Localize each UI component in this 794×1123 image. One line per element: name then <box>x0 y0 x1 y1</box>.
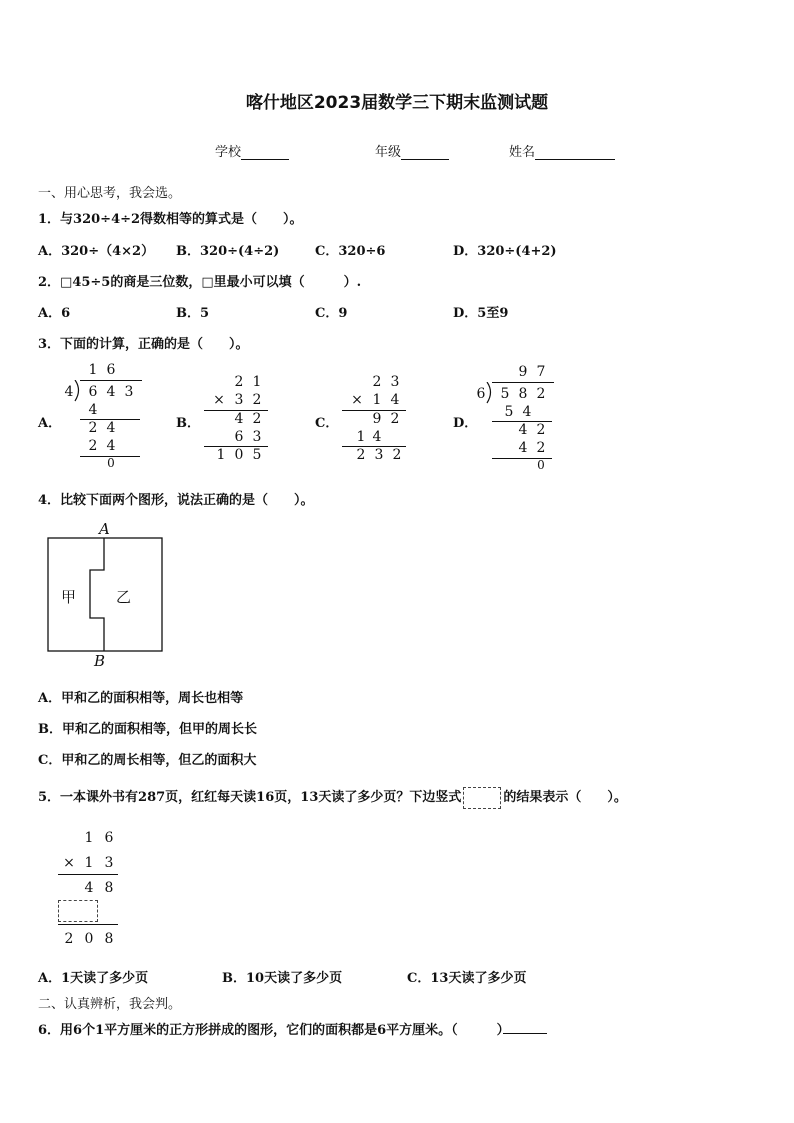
digit: 0 <box>537 458 545 472</box>
q4-option-a[interactable]: A．甲和乙的面积相等，周长也相等 <box>38 691 244 706</box>
digit: 1 <box>216 447 226 463</box>
digit: 4 <box>84 880 94 896</box>
q5-stem <box>38 786 627 809</box>
division-bar <box>492 382 554 383</box>
digit: 3 <box>374 447 384 463</box>
q3-a-long-division <box>66 362 146 472</box>
digit: 2 <box>234 374 244 390</box>
digit: 2 <box>372 374 382 390</box>
q2-option-c[interactable]: C．9 <box>315 306 348 321</box>
digit: 4 <box>522 404 532 420</box>
q5-option-a[interactable]: A．1天读了多少页 <box>38 971 149 986</box>
digit: 2 <box>88 438 98 454</box>
digit: 2 <box>252 392 262 408</box>
digit: 6 <box>476 386 486 402</box>
q2-option-a[interactable]: A．6 <box>38 306 71 321</box>
q4-stem: 4．比较下面两个图形，说法正确的是（ ）。 <box>38 493 314 508</box>
q3-d-long-division <box>478 364 558 474</box>
q4-label-yi: 乙 <box>116 588 132 606</box>
q4-label-jia: 甲 <box>61 588 77 606</box>
school-label: 学校 <box>215 145 242 160</box>
digit: 0 <box>107 456 115 470</box>
q3-option-a[interactable]: A． <box>38 416 62 431</box>
q6-answer-blank[interactable] <box>503 1033 547 1034</box>
page-title: 喀什地区2023届数学三下期末监测试题 <box>245 93 549 113</box>
digit: 7 <box>536 364 546 380</box>
digit: 2 <box>252 411 262 427</box>
digit: 1 <box>84 855 94 871</box>
digit: 3 <box>234 392 244 408</box>
q6-stem: 6．用6个1平方厘米的正方形拼成的图形，它们的面积都是6平方厘米。（ ） <box>38 1023 510 1038</box>
q4-figure <box>40 516 170 672</box>
q5-dashed-box <box>58 900 98 922</box>
q4-label-a: A <box>99 520 110 538</box>
q3-option-b[interactable]: B． <box>176 416 200 431</box>
q1-option-d[interactable]: D．320÷(4+2) <box>453 244 557 259</box>
q4-option-c[interactable]: C．甲和乙的周长相等，但乙的面积大 <box>38 753 257 768</box>
school-field <box>215 141 289 160</box>
name-label: 姓名 <box>509 145 536 160</box>
q5-multiplication <box>56 830 126 950</box>
q1-option-b[interactable]: B．320÷(4÷2) <box>176 244 280 259</box>
q4-option-b[interactable]: B．甲和乙的面积相等，但甲的周长长 <box>38 722 257 737</box>
q1-option-a[interactable]: A．320÷（4×2） <box>38 244 155 259</box>
section-1-heading: 一、用心思考，我会选。 <box>38 186 182 201</box>
digit: 4 <box>106 384 116 400</box>
digit: 8 <box>104 880 114 896</box>
q3-option-c[interactable]: C． <box>315 416 339 431</box>
rule <box>58 924 118 925</box>
times-sign: × <box>63 855 75 871</box>
digit: 1 <box>372 392 382 408</box>
digit: 5 <box>252 447 262 463</box>
digit: 2 <box>536 440 546 456</box>
grade-label: 年级 <box>375 145 402 160</box>
digit: 3 <box>104 855 114 871</box>
name-field <box>509 141 615 160</box>
q3-option-d[interactable]: D． <box>453 416 478 431</box>
digit: 4 <box>106 420 116 436</box>
digit: 0 <box>84 931 94 947</box>
digit: 9 <box>372 411 382 427</box>
digit: 4 <box>372 429 382 445</box>
division-bar <box>80 380 142 381</box>
digit: 1 <box>84 830 94 846</box>
digit: 2 <box>536 422 546 438</box>
school-blank[interactable] <box>241 146 289 160</box>
digit: 4 <box>390 392 400 408</box>
q3-stem: 3．下面的计算，正确的是（ ）。 <box>38 337 249 352</box>
digit: 2 <box>536 386 546 402</box>
grade-field <box>375 141 449 160</box>
q5-option-b[interactable]: B．10天读了多少页 <box>222 971 343 986</box>
digit: 8 <box>104 931 114 947</box>
rule <box>58 874 118 875</box>
q5-dashed-box-inline <box>463 787 501 809</box>
name-blank[interactable] <box>535 146 615 160</box>
q4-figure-outline <box>40 516 170 672</box>
digit: 4 <box>234 411 244 427</box>
q1-option-c[interactable]: C．320÷6 <box>315 244 386 259</box>
q2-option-d[interactable]: D．5至9 <box>453 306 509 321</box>
section-2-heading: 二、认真辨析，我会判。 <box>38 997 182 1012</box>
q4-label-b: B <box>94 652 106 670</box>
digit: 3 <box>252 429 262 445</box>
digit: 2 <box>356 447 366 463</box>
grade-blank[interactable] <box>401 146 449 160</box>
digit: 2 <box>88 420 98 436</box>
q3-b-multiplication <box>202 374 272 474</box>
digit: 9 <box>518 364 528 380</box>
digit: 4 <box>518 422 528 438</box>
digit: 2 <box>64 931 74 947</box>
digit: 6 <box>234 429 244 445</box>
digit: 5 <box>504 404 514 420</box>
digit: 6 <box>104 830 114 846</box>
digit: 0 <box>234 447 244 463</box>
q5-stem-part-1: 5．一本课外书有287页，红红每天读16页，13天读了多少页？下边竖式 <box>38 790 462 805</box>
digit: 5 <box>500 386 510 402</box>
q1-stem: 1．与320÷4÷2得数相等的算式是（ ）。 <box>38 212 303 227</box>
digit: 1 <box>356 429 366 445</box>
q2-stem: 2．□45÷5的商是三位数，□里最小可以填（ ）. <box>38 275 362 290</box>
digit: 6 <box>106 362 116 378</box>
digit: 1 <box>88 362 98 378</box>
times-sign: × <box>351 392 363 408</box>
q3-c-multiplication <box>340 374 410 474</box>
digit: 3 <box>124 384 134 400</box>
q5-stem-part-2: 的结果表示（ ）。 <box>503 790 627 805</box>
digit: 1 <box>252 374 262 390</box>
digit: 4 <box>64 384 74 400</box>
digit: 4 <box>88 402 98 418</box>
digit: 2 <box>392 447 402 463</box>
digit: 3 <box>390 374 400 390</box>
q2-option-b[interactable]: B．5 <box>176 306 210 321</box>
q5-option-c[interactable]: C．13天读了多少页 <box>407 971 527 986</box>
times-sign: × <box>213 392 225 408</box>
digit: 8 <box>518 386 528 402</box>
digit: 4 <box>518 440 528 456</box>
digit: 6 <box>88 384 98 400</box>
digit: 4 <box>106 438 116 454</box>
digit: 2 <box>390 411 400 427</box>
